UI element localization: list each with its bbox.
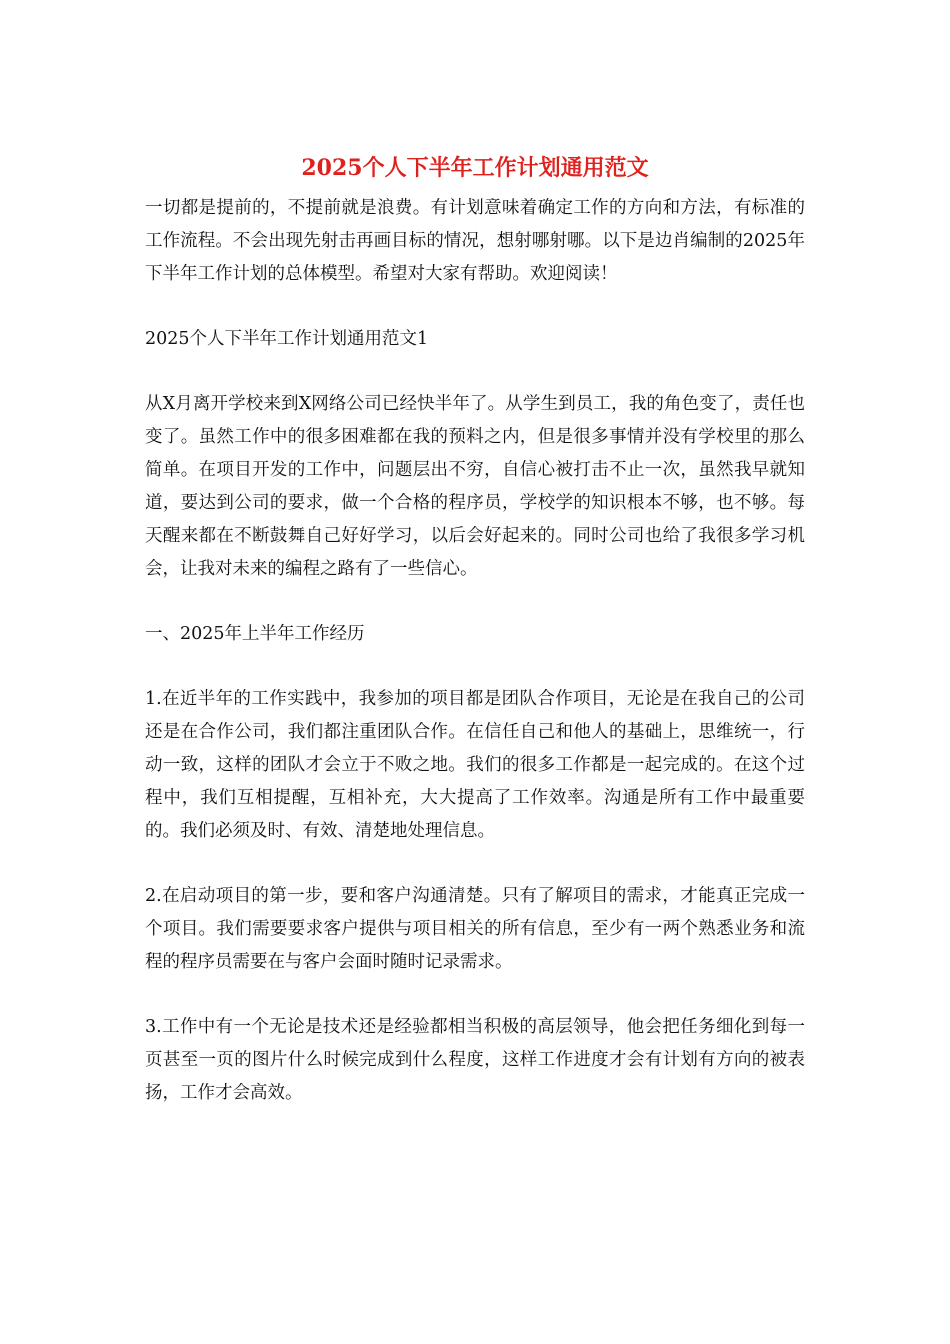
section-heading-1: 2025个人下半年工作计划通用范文1 bbox=[145, 329, 429, 349]
list-item-1: 1.在近半年的工作实践中，我参加的项目都是团队合作项目，无论是在我自己的公司还是在合作公司，我们都注重团队合作。在信任自己和他人的基础上，思维统一，行动一致，这样的团队才会立于不败之地。我们的很多工作都是一起完成的。在这个过程中，我们互相提醒，互相补充，大大提高了工作效率。沟通是所有工作中最重要的。我们必须及时、有效、清楚地处理信息。 bbox=[145, 689, 805, 841]
body-paragraph: 从X月离开学校来到X网络公司已经快半年了。从学生到员工，我的角色变了，责任也变了。虽然工作中的很多困难都在我的预料之内，但是很多事情并没有学校里的那么简单。在项目开发的工作中，问题层出不穷，自信心被打击不止一次，虽然我早就知道，要达到公司的要求，做一个合格的程序员，学校学的知识根本不够，也不够。每天醒来都在不断鼓舞自己好好学习，以后会好起来的。同时公司也给了我很多学习机会，让我对未来的编程之路有了一些信心。 bbox=[145, 394, 805, 579]
section-heading-2: 一、2025年上半年工作经历 bbox=[145, 624, 365, 644]
list-item-3: 3.工作中有一个无论是技术还是经验都相当积极的高层领导，他会把任务细化到每一页甚至一页的图片什么时候完成到什么程度，这样工作进度才会有计划有方向的被表扬，工作才会高效。 bbox=[145, 1017, 805, 1103]
intro-paragraph: 一切都是提前的，不提前就是浪费。有计划意味着确定工作的方向和方法，有标准的工作流程。不会出现先射击再画目标的情况，想射哪射哪。以下是边肖编制的2025年下半年工作计划的总体模型。希望对大家有帮助。欢迎阅读！ bbox=[145, 198, 805, 284]
document-title: 2025个人下半年工作计划通用范文 bbox=[301, 155, 649, 181]
document-body bbox=[145, 150, 805, 1142]
list-item-2: 2.在启动项目的第一步，要和客户沟通清楚。只有了解项目的需求，才能真正完成一个项目。我们需要要求客户提供与项目相关的所有信息，至少有一两个熟悉业务和流程的程序员需要在与客户会面时随时记录需求。 bbox=[145, 886, 805, 972]
